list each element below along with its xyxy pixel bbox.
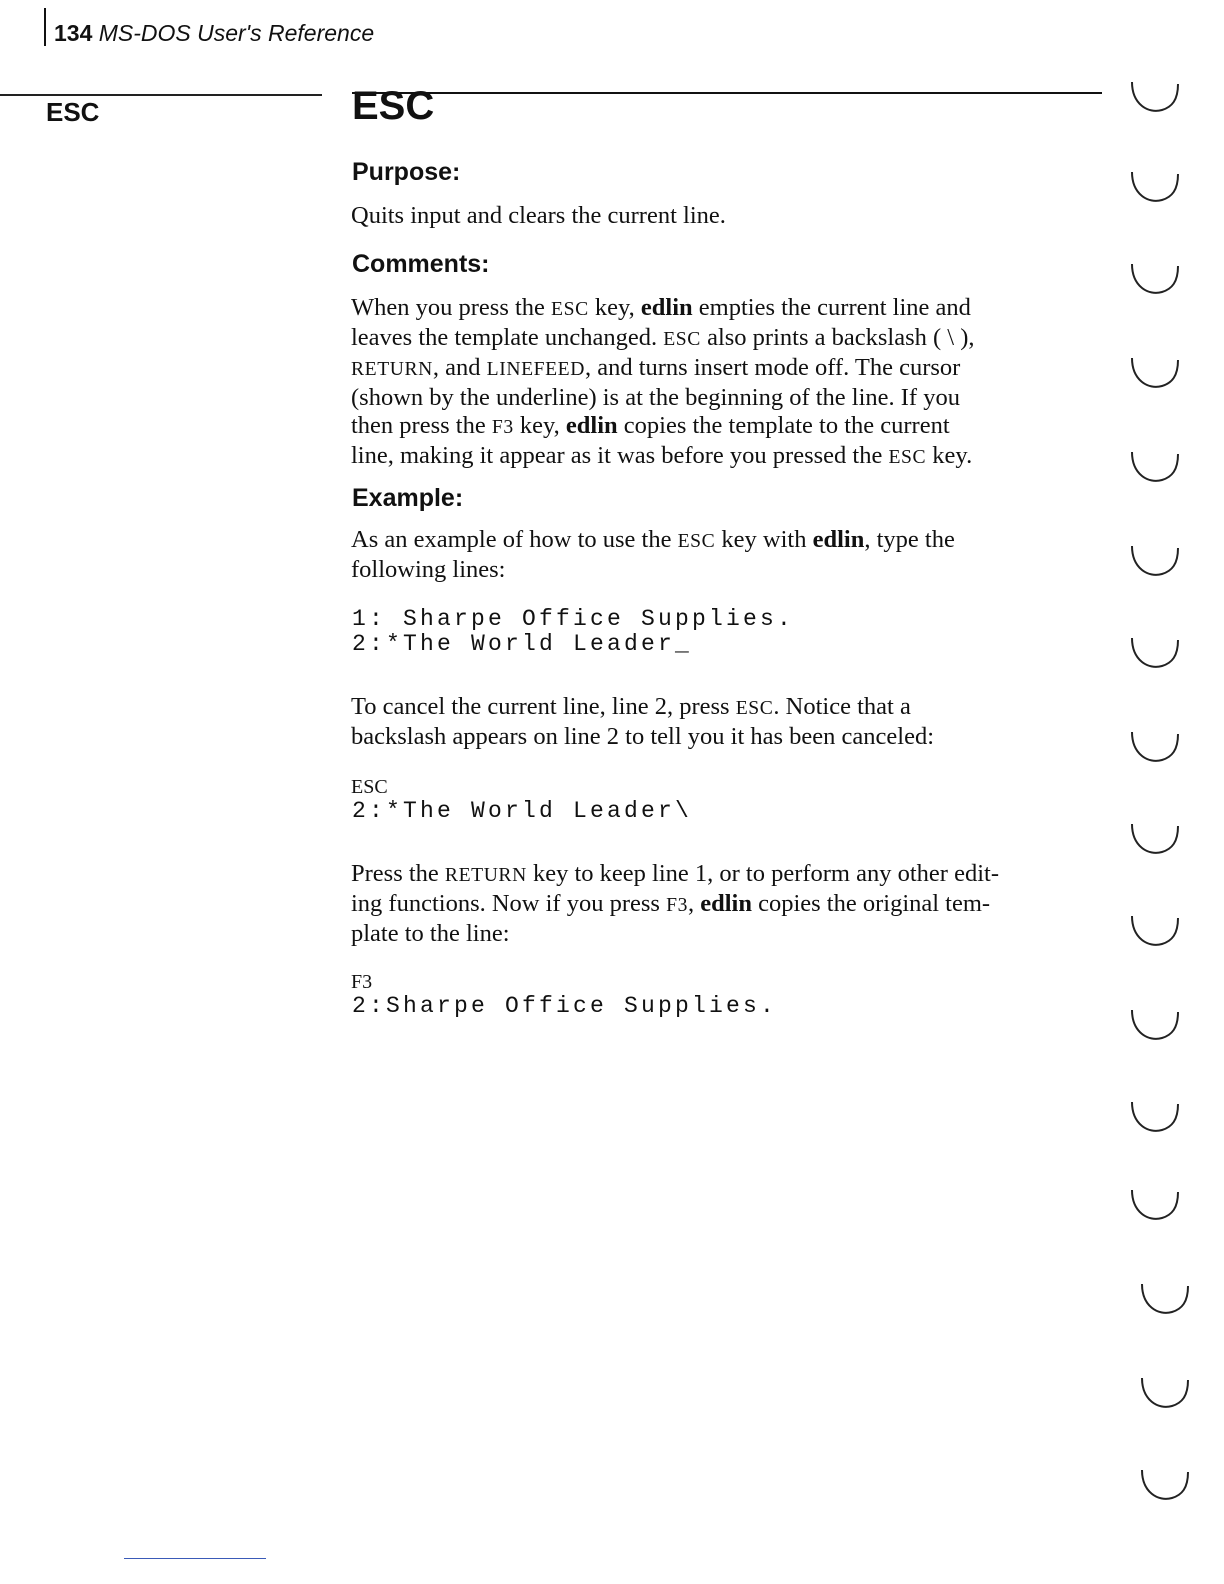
book-title: MS-DOS User's Reference	[98, 20, 375, 46]
binder-hole-icon	[1138, 1276, 1208, 1326]
comments-line: RETURN, and LINEFEED, and turns insert mode off. The cursor	[351, 354, 961, 382]
main-rule	[352, 92, 1102, 94]
comments-text	[351, 294, 1091, 473]
running-head	[54, 20, 374, 47]
code-line: 2:*The World Leader_	[352, 631, 693, 657]
binder-hole-icon	[1128, 816, 1198, 866]
comments-line: When you press the ESC key, edlin empties the current line and	[351, 294, 971, 321]
binder-hole-icon	[1128, 350, 1198, 400]
entry-title: ESC	[352, 84, 435, 128]
left-rule	[0, 94, 322, 96]
comments-line: then press the F3 key, edlin copies the template to the current	[351, 412, 950, 440]
code-block-2	[352, 799, 692, 824]
binder-hole-icon	[1128, 908, 1198, 958]
binder-hole-icon	[1128, 724, 1198, 774]
comments-heading: Comments:	[352, 250, 490, 278]
binder-hole-icon	[1138, 1462, 1208, 1512]
binder-hole-icon	[1128, 256, 1198, 306]
comments-line: leaves the template unchanged. ESC also prints a backslash ( \ ),	[351, 324, 975, 352]
cancel-text	[351, 693, 1091, 751]
example-heading: Example:	[352, 484, 464, 512]
binder-hole-icon	[1128, 1182, 1198, 1232]
binder-holes	[1118, 64, 1208, 1524]
header-bar	[44, 8, 46, 46]
code-line: 2:*The World Leader\	[352, 798, 693, 824]
binder-hole-icon	[1138, 1370, 1208, 1420]
purpose-heading: Purpose:	[352, 158, 461, 186]
footer-line	[124, 1558, 266, 1559]
press-line: ing functions. Now if you press F3, edlin copies the original tem-	[351, 890, 991, 918]
example-intro	[351, 526, 1091, 584]
key-label-esc: ESC	[351, 776, 388, 798]
code-block-1	[352, 607, 794, 657]
code-line: 1: Sharpe Office Supplies.	[352, 606, 795, 632]
press-line: Press the RETURN key to keep line 1, or to perform any other edit-	[351, 860, 999, 887]
left-tab-label: ESC	[46, 97, 100, 127]
key-label-f3: F3	[351, 971, 373, 993]
page-number: 134	[54, 20, 93, 46]
example-intro-line: following lines:	[351, 556, 506, 584]
cancel-line: To cancel the current line, line 2, press ESC. Notice that a	[351, 693, 911, 720]
binder-hole-icon	[1128, 1002, 1198, 1052]
press-line: plate to the line:	[351, 920, 510, 948]
example-intro-line: As an example of how to use the ESC key with edlin, type the	[351, 526, 955, 553]
cancel-line: backslash appears on line 2 to tell you it has been canceled:	[351, 723, 935, 751]
code-block-3	[352, 994, 777, 1019]
purpose-line: Quits input and clears the current line.	[351, 202, 726, 229]
binder-hole-icon	[1128, 164, 1198, 214]
binder-hole-icon	[1128, 538, 1198, 588]
binder-hole-icon	[1128, 444, 1198, 494]
press-text	[351, 860, 1091, 948]
binder-hole-icon	[1128, 1094, 1198, 1144]
comments-line: line, making it appear as it was before you pressed the ESC key.	[351, 442, 973, 470]
code-line: 2:Sharpe Office Supplies.	[352, 993, 778, 1019]
binder-hole-icon	[1128, 630, 1198, 680]
comments-line: (shown by the underline) is at the beginning of the line. If you	[351, 384, 960, 412]
purpose-text	[351, 202, 1091, 230]
binder-hole-icon	[1128, 74, 1198, 124]
